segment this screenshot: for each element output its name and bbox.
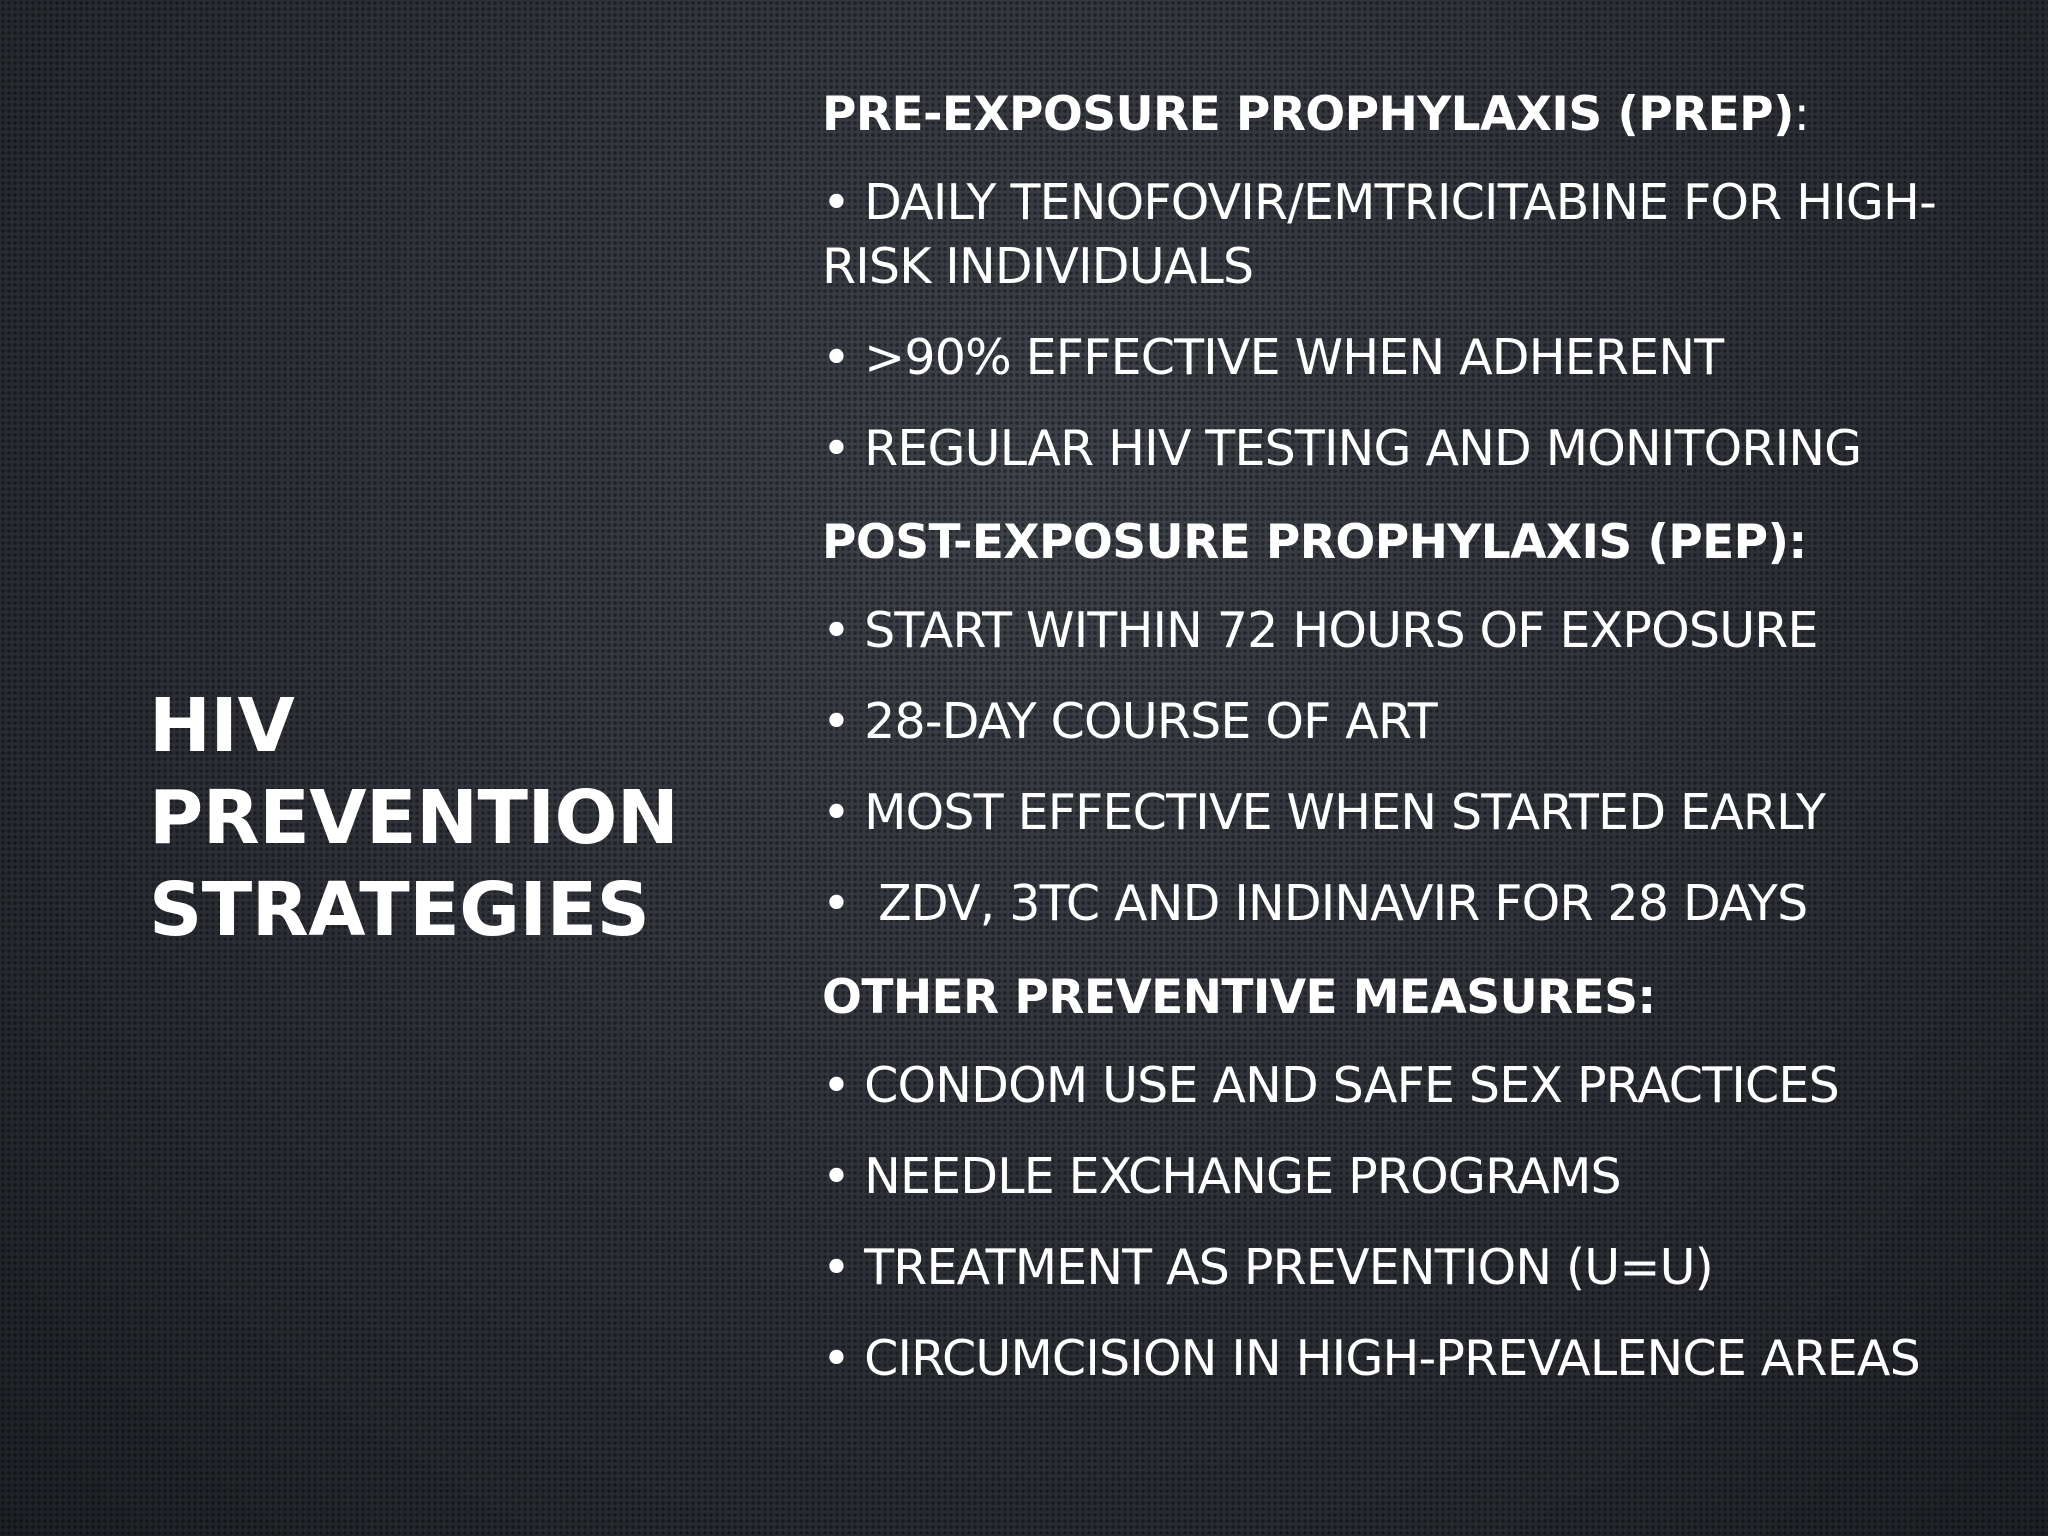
list-item	[822, 326, 2022, 390]
bullet-icon: •	[822, 1057, 851, 1114]
bullet-icon: •	[822, 875, 851, 932]
section-heading-text: POST-EXPOSURE PROPHYLAXIS (PEP):	[822, 515, 1807, 570]
list-item-text: CIRCUMCISION IN HIGH-PREVALENCE AREAS	[864, 1330, 1920, 1387]
bullet-icon: •	[822, 329, 851, 386]
list-item	[822, 781, 2022, 845]
section-heading-text: OTHER PREVENTIVE MEASURES:	[822, 970, 1656, 1025]
section-heading-text: PRE-EXPOSURE PROPHYLAXIS (PREP)	[822, 87, 1794, 142]
bullet-icon: •	[822, 420, 851, 477]
section-heading-colon: :	[1793, 87, 1810, 142]
list-item	[822, 1327, 2022, 1391]
list-item-text: >90% EFFECTIVE WHEN ADHERENT	[864, 329, 1724, 386]
list-item	[822, 1236, 2022, 1300]
bullet-icon: •	[822, 602, 851, 659]
list-item	[822, 417, 2022, 481]
bullet-icon: •	[822, 1330, 851, 1387]
list-item	[822, 1054, 2022, 1118]
section-heading-pep	[822, 508, 2022, 578]
bullet-icon: •	[822, 1148, 851, 1205]
list-item	[822, 1145, 2022, 1209]
list-item-text: START WITHIN 72 HOURS OF EXPOSURE	[864, 602, 1818, 659]
section-heading-other	[822, 963, 2022, 1033]
list-item-text: MOST EFFECTIVE WHEN STARTED EARLY	[864, 784, 1826, 841]
list-item-text: ZDV, 3TC AND INDINAVIR FOR 28 DAYS	[878, 875, 1808, 932]
list-item-text: CONDOM USE AND SAFE SEX PRACTICES	[864, 1057, 1839, 1114]
list-item	[822, 171, 2022, 299]
bullet-icon: •	[822, 693, 851, 750]
list-item-text: DAILY TENOFOVIR/EMTRICITABINE FOR HIGH-RISK INDIVIDUALS	[822, 174, 1936, 295]
list-item-text: REGULAR HIV TESTING AND MONITORING	[864, 420, 1862, 477]
list-item	[822, 599, 2022, 663]
list-item	[822, 690, 2022, 754]
list-item	[822, 872, 2022, 936]
list-item-text: NEEDLE EXCHANGE PROGRAMS	[864, 1148, 1621, 1205]
bullet-icon: •	[822, 174, 851, 231]
content-list	[822, 80, 2022, 1460]
bullet-icon: •	[822, 784, 851, 841]
list-item-text: 28-DAY COURSE OF ART	[864, 693, 1437, 750]
bullet-icon: •	[822, 1239, 851, 1296]
slide-title: HIV PREVENTION STRATEGIES	[149, 683, 679, 953]
section-heading-prep	[822, 80, 2022, 150]
list-item-text: TREATMENT AS PREVENTION (U=U)	[864, 1239, 1713, 1296]
